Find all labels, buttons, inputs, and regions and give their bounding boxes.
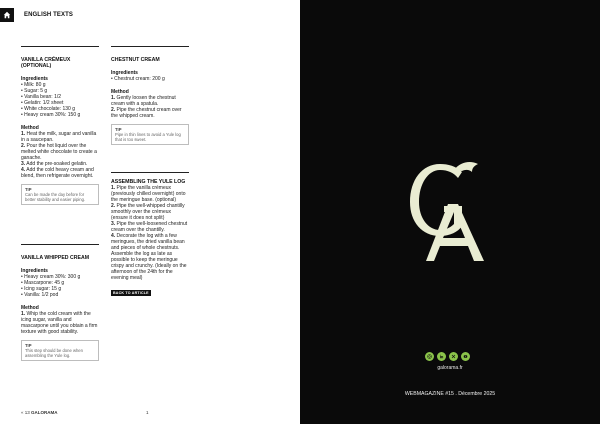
tip-box xyxy=(21,184,99,205)
tip-box xyxy=(21,340,99,361)
ingredient-item: • Heavy cream 30%: 300 g xyxy=(21,274,81,281)
instagram-icon[interactable] xyxy=(425,352,434,361)
divider xyxy=(111,172,189,173)
method-step: 2. Pour the hot liquid over the melted white chocolate to create a ganache. xyxy=(21,143,97,162)
tip-label: TIP xyxy=(25,187,32,193)
brand-name: GALORAMA xyxy=(31,410,58,415)
ingredients-label: Ingredients xyxy=(21,76,48,83)
back-to-article-button[interactable]: BACK TO ARTICLE xyxy=(113,291,149,296)
tip-text: Can be made the day before for better stability and easier piping. xyxy=(25,192,86,203)
method-label: Method xyxy=(21,125,39,132)
footer-brand xyxy=(21,410,58,415)
method-step: 1. Heat the milk, sugar and vanilla in a saucepan. xyxy=(21,131,97,144)
method-step: 1. Gently loosen the chestnut cream with a spatula. xyxy=(111,95,176,108)
recipe-title: VANILLA WHIPPED CREAM xyxy=(21,255,90,261)
method-step: 2. Pipe the chestnut cream over the whipped cream. xyxy=(111,107,182,120)
ingredient-item: • Gelatin: 1/2 sheet xyxy=(21,100,64,107)
recipe-title: ASSEMBLING THE YULE LOG xyxy=(111,179,186,185)
method-step: 4. Decorate the log with a few meringues, the dried vanilla bean and pieces of whole chestnuts. Assemble the log as late as possible to keep the meringue crispy and crunchy. (Ideally on the afternoon of the 24th for the evening meal) xyxy=(111,233,187,282)
ingredient-item: • Milk: 80 g xyxy=(21,82,46,89)
divider xyxy=(21,46,99,47)
ingredient-item: • White chocolate: 130 g xyxy=(21,106,76,113)
ingredient-item: • Icing sugar: 15 g xyxy=(21,286,62,293)
social-links xyxy=(425,352,470,361)
tip-label: TIP xyxy=(115,127,122,133)
method-step: 3. Add the pre-soaked gelatin. xyxy=(21,161,88,168)
assembling-section xyxy=(111,172,189,299)
tip-text: Pipe in thin lines to avoid a Yule log that is too sweet. xyxy=(115,132,181,143)
ingredient-item: • Heavy cream 30%: 150 g xyxy=(21,112,81,119)
ingredients-label: Ingredients xyxy=(111,70,138,77)
method-label: Method xyxy=(21,305,39,312)
vanilla-cremeux-section xyxy=(21,46,99,205)
method-step: 2. Pipe the well-whipped chantilly smoothly over the crémeux (ensure it does not split) xyxy=(111,203,185,222)
ingredients-label: Ingredients xyxy=(21,268,48,275)
home-icon xyxy=(3,11,11,19)
vanilla-whipped-section xyxy=(21,244,99,361)
recipe-title: VANILLA CRÉMEUX (OPTIONAL) xyxy=(21,57,71,70)
method-label: Method xyxy=(111,89,129,96)
ingredient-item: • Vanilla bean: 1/2 xyxy=(21,94,62,101)
ingredient-item: • Mascarpone: 45 g xyxy=(21,280,65,287)
page-number: 1 xyxy=(146,410,149,415)
home-button[interactable] xyxy=(0,8,14,22)
chestnut-section xyxy=(111,46,189,145)
section-title: ENGLISH TEXTS xyxy=(24,12,73,18)
x-icon[interactable] xyxy=(449,352,458,361)
divider xyxy=(111,46,189,47)
method-step: 4. Add the cold heavy cream and blend, then refrigerate overnight. xyxy=(21,167,94,180)
ingredient-item: • Sugar: 5 g xyxy=(21,88,48,95)
method-step: 1. Whip the cold cream with the icing sugar, vanilla and mascarpone until you obtain a firm texture with good stability. xyxy=(21,311,98,336)
tip-label: TIP xyxy=(25,343,32,349)
magazine-number: « 13 xyxy=(21,410,30,415)
linkedin-icon[interactable] xyxy=(437,352,446,361)
recipe-title: CHESTNUT CREAM xyxy=(111,57,160,63)
method-step: 1. Pipe the vanilla crémeux (previously chilled overnight) onto the meringue base. (optional) xyxy=(111,185,186,204)
tip-box xyxy=(111,124,189,145)
method-step: 3. Pipe the well-loosened chestnut cream over the chantilly. xyxy=(111,221,188,234)
divider xyxy=(21,244,99,245)
tip-text: This step should be done when assembling the Yule log. xyxy=(25,348,83,359)
youtube-icon[interactable] xyxy=(461,352,470,361)
galorama-logo xyxy=(404,160,496,265)
webmagazine-label: WEBMAGAZINE #15 . Décembre 2025 xyxy=(404,391,496,397)
ingredient-item: • Vanilla: 1/2 pod xyxy=(21,292,59,299)
site-url[interactable]: galorama.fr xyxy=(437,365,463,371)
header-bar xyxy=(0,8,73,22)
ingredient-item: • Chestnut cream: 200 g xyxy=(111,76,165,83)
